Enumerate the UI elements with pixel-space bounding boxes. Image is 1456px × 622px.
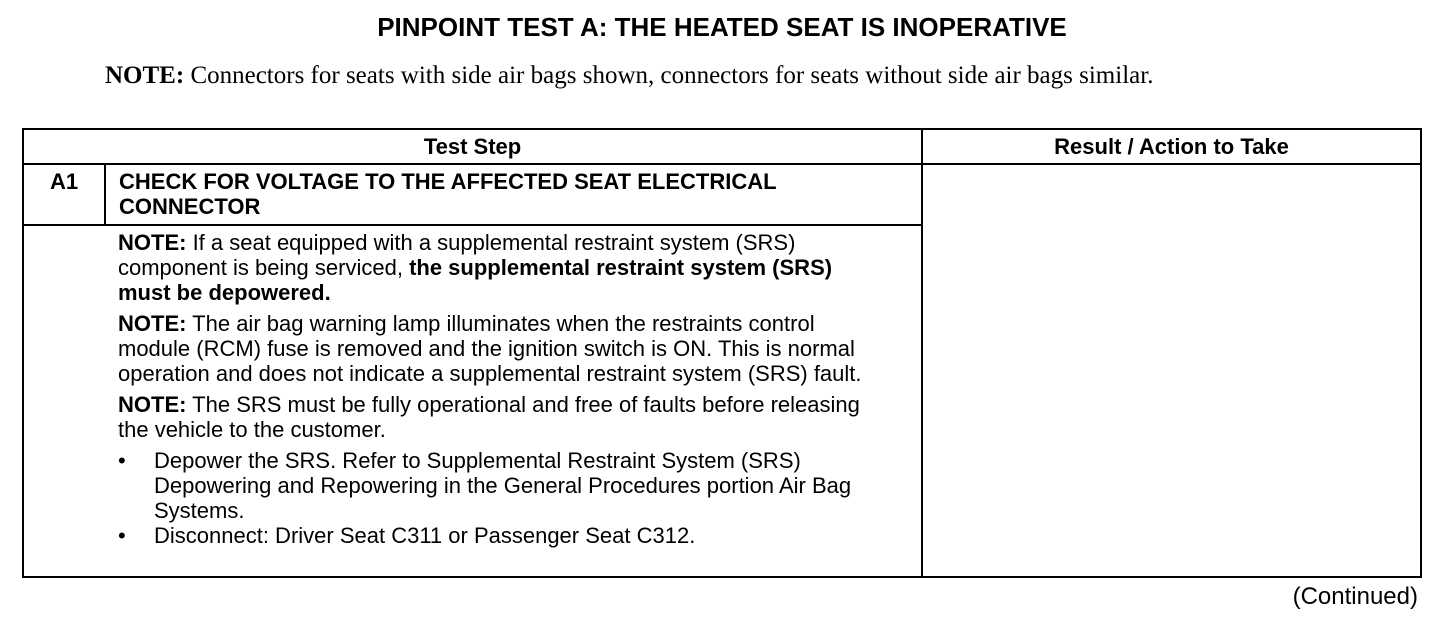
note-text: If a seat equipped with a supplemental restraint system (SRS) component is being serviced, [118, 230, 796, 280]
action-list [118, 448, 881, 548]
header-test-step: Test Step [23, 129, 922, 164]
note-text: The SRS must be fully operational and free of faults before releasing the vehicle to the customer. [118, 392, 860, 442]
bullet-icon: • [118, 448, 126, 473]
table-header-row [23, 129, 1421, 164]
list-item [118, 523, 881, 548]
continued-label: (Continued) [1292, 583, 1418, 610]
note-srs-depower [118, 230, 881, 305]
result-action-cell [922, 164, 1421, 577]
step-title: CHECK FOR VOLTAGE TO THE AFFECTED SEAT ELECTRICAL CONNECTOR [105, 164, 922, 225]
step-title-row [23, 164, 1421, 225]
page-note [105, 60, 1275, 91]
page-note-label: NOTE: [105, 62, 185, 89]
step-number: A1 [23, 164, 105, 225]
note-label: NOTE: [118, 311, 187, 336]
list-item [118, 448, 881, 523]
note-label: NOTE: [118, 392, 187, 417]
list-item-text: Depower the SRS. Refer to Supplemental Restraint System (SRS) Depowering and Repowering in the General Procedures portion Air Bag Systems. [154, 448, 852, 523]
page-note-text: Connectors for seats with side air bags shown, connectors for seats without side air bags similar. [184, 62, 1154, 89]
note-airbag-lamp [118, 311, 881, 386]
pinpoint-test-table [22, 128, 1422, 578]
note-text: The air bag warning lamp illuminates when the restraints control module (RCM) fuse is removed and the ignition switch is ON. This is normal operation and does not indicate a supplemental restraint system (SRS) fault. [118, 311, 862, 386]
step-number-blank [23, 225, 105, 577]
note-bold-text: the supplemental restraint system (SRS) must be depowered. [118, 255, 833, 305]
page-title: PINPOINT TEST A: THE HEATED SEAT IS INOPERATIVE [377, 12, 1067, 42]
list-item-text: Disconnect: Driver Seat C311 or Passenger Seat C312. [154, 523, 696, 548]
header-result-action: Result / Action to Take [922, 129, 1421, 164]
note-label: NOTE: [118, 230, 187, 255]
note-srs-operational [118, 392, 881, 442]
step-body [105, 225, 922, 577]
bullet-icon: • [118, 523, 126, 548]
